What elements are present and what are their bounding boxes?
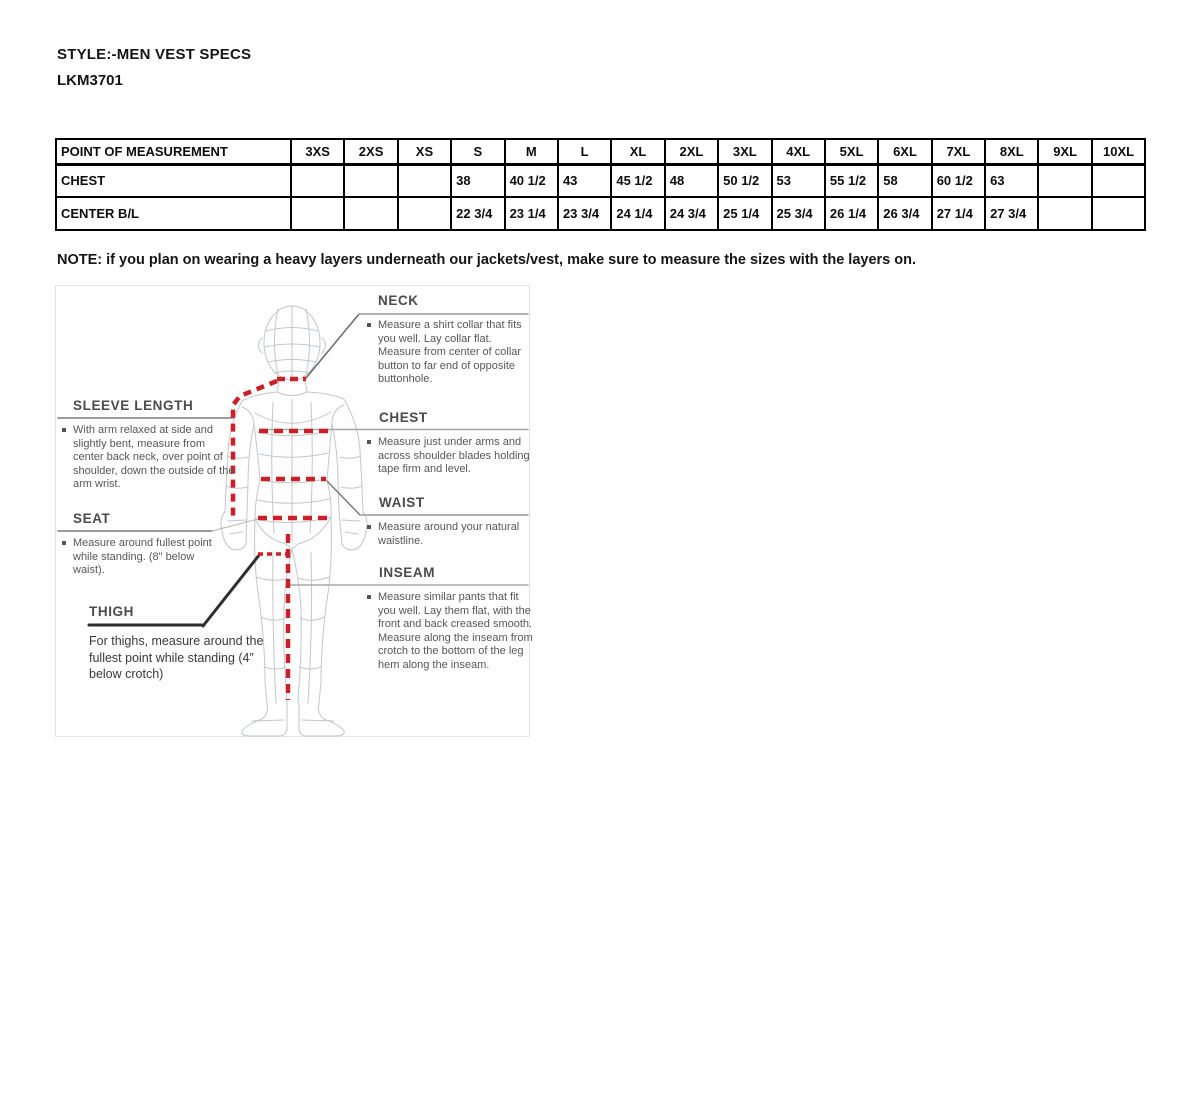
column-header: XL: [611, 139, 664, 164]
bullet-square-icon: [367, 525, 371, 529]
column-header: 7XL: [932, 139, 985, 164]
column-header: S: [451, 139, 504, 164]
cell: 24 1/4: [611, 197, 664, 230]
cell: [1092, 164, 1145, 197]
table-row: [56, 164, 1145, 197]
cell: 26 3/4: [878, 197, 931, 230]
cell: 25 3/4: [772, 197, 825, 230]
column-header: 3XS: [291, 139, 344, 164]
column-header: 10XL: [1092, 139, 1145, 164]
cell: [344, 197, 397, 230]
cell: 48: [665, 164, 718, 197]
waist-callout-line: [327, 481, 360, 515]
sleeve-length-label: SLEEVE LENGTH: [73, 398, 194, 413]
cell: [1038, 197, 1091, 230]
cell: 22 3/4: [451, 197, 504, 230]
table-header-row: [56, 139, 1145, 164]
column-header: POINT OF MEASUREMENT: [56, 139, 291, 164]
cell: 53: [772, 164, 825, 197]
cell: 60 1/2: [932, 164, 985, 197]
column-header: XS: [398, 139, 451, 164]
cell: [291, 197, 344, 230]
neck-description: Measure a shirt collar that fits you well. Lay collar flat. Measure from center of collar button to far end of opposite buttonhole.: [367, 319, 533, 387]
cell: [291, 164, 344, 197]
column-header: 2XS: [344, 139, 397, 164]
neck-label: NECK: [378, 293, 419, 308]
cell: [398, 197, 451, 230]
bullet-square-icon: [367, 440, 371, 444]
thigh-description: For thighs, measure around the fullest point while standing (4” below crotch): [89, 634, 264, 681]
cell: 24 3/4: [665, 197, 718, 230]
bullet-square-icon: [367, 595, 371, 599]
style-code: LKM3701: [57, 72, 123, 89]
size-spec-table: [55, 138, 1146, 231]
chest-label: CHEST: [379, 410, 428, 425]
cell: 50 1/2: [718, 164, 771, 197]
bullet-square-icon: [62, 428, 66, 432]
cell: 25 1/4: [718, 197, 771, 230]
seat-description: Measure around fullest point while standing. (8" below waist).: [62, 537, 224, 578]
bullet-square-icon: [367, 323, 371, 327]
bullet-square-icon: [62, 541, 66, 545]
cell: 40 1/2: [505, 164, 558, 197]
column-header: L: [558, 139, 611, 164]
cell: 26 1/4: [825, 197, 878, 230]
cell: [1092, 197, 1145, 230]
cell: 27 3/4: [985, 197, 1038, 230]
seat-label: SEAT: [73, 511, 111, 526]
cell: 45 1/2: [611, 164, 664, 197]
inseam-label: INSEAM: [379, 565, 436, 580]
table-row: [56, 197, 1145, 230]
column-header: 3XL: [718, 139, 771, 164]
cell: 58: [878, 164, 931, 197]
thigh-label: THIGH: [89, 604, 134, 619]
column-header: 5XL: [825, 139, 878, 164]
cell: 63: [985, 164, 1038, 197]
cell: 55 1/2: [825, 164, 878, 197]
cell: [1038, 164, 1091, 197]
waist-description: Measure around your natural waistline.: [367, 521, 527, 548]
cell: [398, 164, 451, 197]
chest-description: Measure just under arms and across shoulder blades holding tape firm and level.: [367, 436, 539, 477]
cell: 43: [558, 164, 611, 197]
column-header: M: [505, 139, 558, 164]
row-label-chest: CHEST: [56, 164, 291, 197]
waist-label: WAIST: [379, 495, 425, 510]
note-text: NOTE: if you plan on wearing a heavy layers underneath our jackets/vest, make sure to measure the sizes with the layers on.: [57, 252, 917, 268]
inseam-description: Measure similar pants that fit you well. Lay them flat, with the front and back creased smooth. Measure along the inseam from crotch to the bottom of the leg hem along the inseam.: [367, 591, 539, 672]
measurement-diagram: [55, 285, 533, 737]
cell: 23 3/4: [558, 197, 611, 230]
column-header: 8XL: [985, 139, 1038, 164]
cell: 27 1/4: [932, 197, 985, 230]
row-label-center-bl: CENTER B/L: [56, 197, 291, 230]
cell: 23 1/4: [505, 197, 558, 230]
cell: [344, 164, 397, 197]
column-header: 2XL: [665, 139, 718, 164]
document-title: STYLE:-MEN VEST SPECS: [57, 46, 252, 63]
cell: 38: [451, 164, 504, 197]
column-header: 4XL: [772, 139, 825, 164]
column-header: 6XL: [878, 139, 931, 164]
column-header: 9XL: [1038, 139, 1091, 164]
sleeve-length-description: With arm relaxed at side and slightly bent, measure from center back neck, over point of shoulder, down the outside of the arm wrist.: [62, 424, 240, 492]
